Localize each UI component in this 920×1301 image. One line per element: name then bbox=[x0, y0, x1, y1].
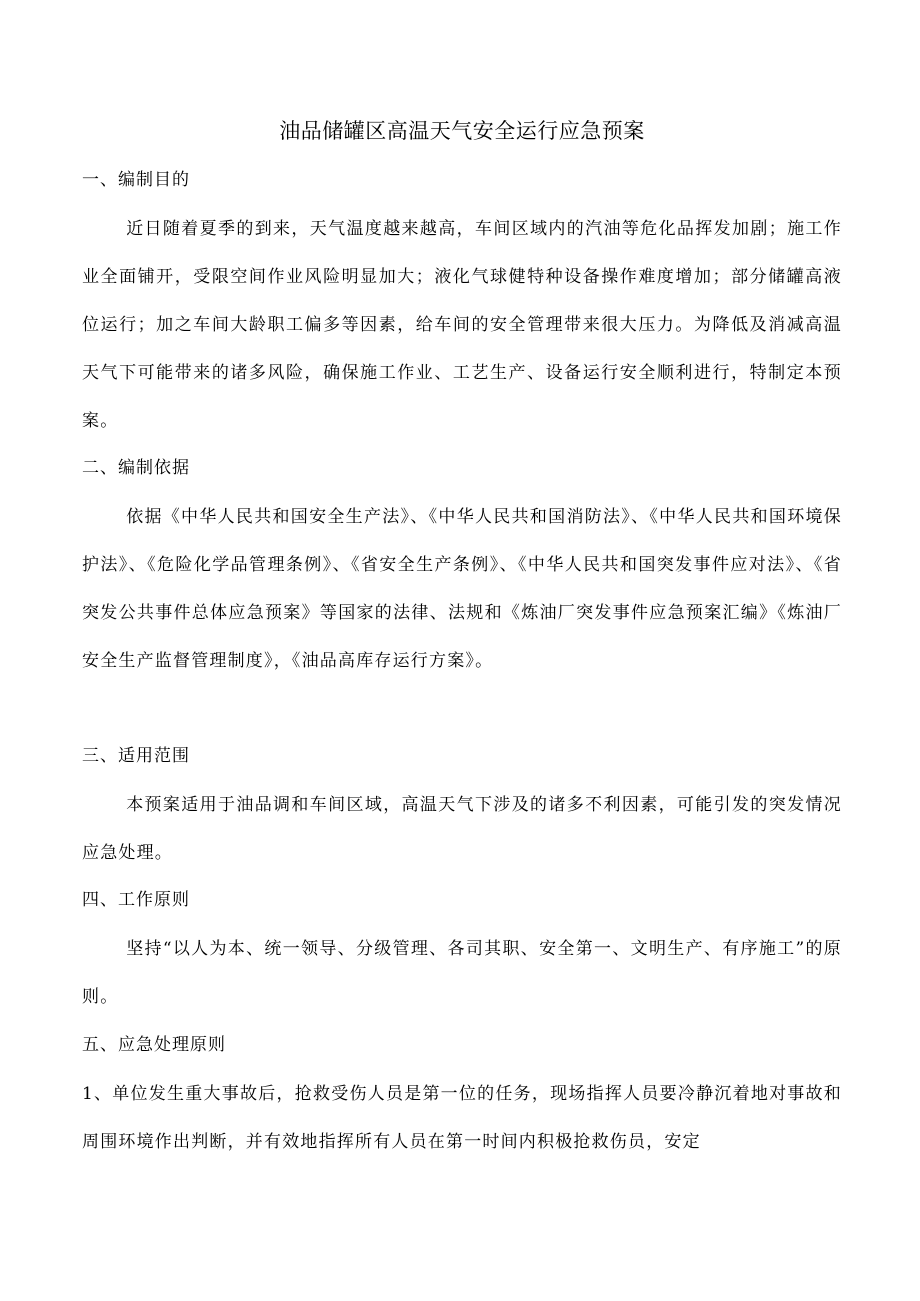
section-heading-emergency-principles: 五、应急处理原则 bbox=[82, 1035, 226, 1055]
section-paragraph-scope: 本预案适用于油品调和车间区域，高温天气下涉及的诸多不利因素，可能引发的突发情况应急处理。 bbox=[82, 795, 842, 863]
section-paragraph-emergency-principles: 1、单位发生重大事故后，抢救受伤人员是第一位的任务，现场指挥人员要冷静沉着地对事故和周围环境作出判断，并有效地指挥所有人员在第一时间内积极抢救伤员，安定 bbox=[82, 1084, 842, 1152]
section-paragraph-principles: 坚持“以人为本、统一领导、分级管理、各司其职、安全第一、文明生产、有序施工”的原则。 bbox=[82, 939, 842, 1007]
section-heading-basis: 二、编制依据 bbox=[82, 458, 190, 478]
section-paragraph-purpose: 近日随着夏季的到来，天气温度越来越高，车间区域内的汽油等危化品挥发加剧；施工作业全面铺开，受限空间作业风险明显加大；液化气球健特种设备操作难度增加；部分储罐高液位运行；加之车间大龄职工偏多等因素，给车间的安全管理带来很大压力。为降低及消减高温天气下可能带来的诸多风险，确保施工作业、工艺生产、设备运行安全顺利进行，特制定本预案。 bbox=[82, 219, 842, 431]
section-heading-purpose: 一、编制目的 bbox=[82, 170, 190, 190]
section-paragraph-basis: 依据《中华人民共和国安全生产法》、《中华人民共和国消防法》、《中华人民共和国环境保护法》、《危险化学品管理条例》、《省安全生产条例》、《中华人民共和国突发事件应对法》、《省突发公共事件总体应急预案》等国家的法律、法规和《炼油厂突发事件应急预案汇编》《炼油厂安全生产监督管理制度》，《油品高库存运行方案》。 bbox=[82, 507, 842, 671]
section-heading-principles: 四、工作原则 bbox=[82, 890, 190, 910]
document-title: 油品储罐区高温天气安全运行应急预案 bbox=[279, 119, 645, 143]
section-heading-scope: 三、适用范围 bbox=[82, 746, 190, 766]
